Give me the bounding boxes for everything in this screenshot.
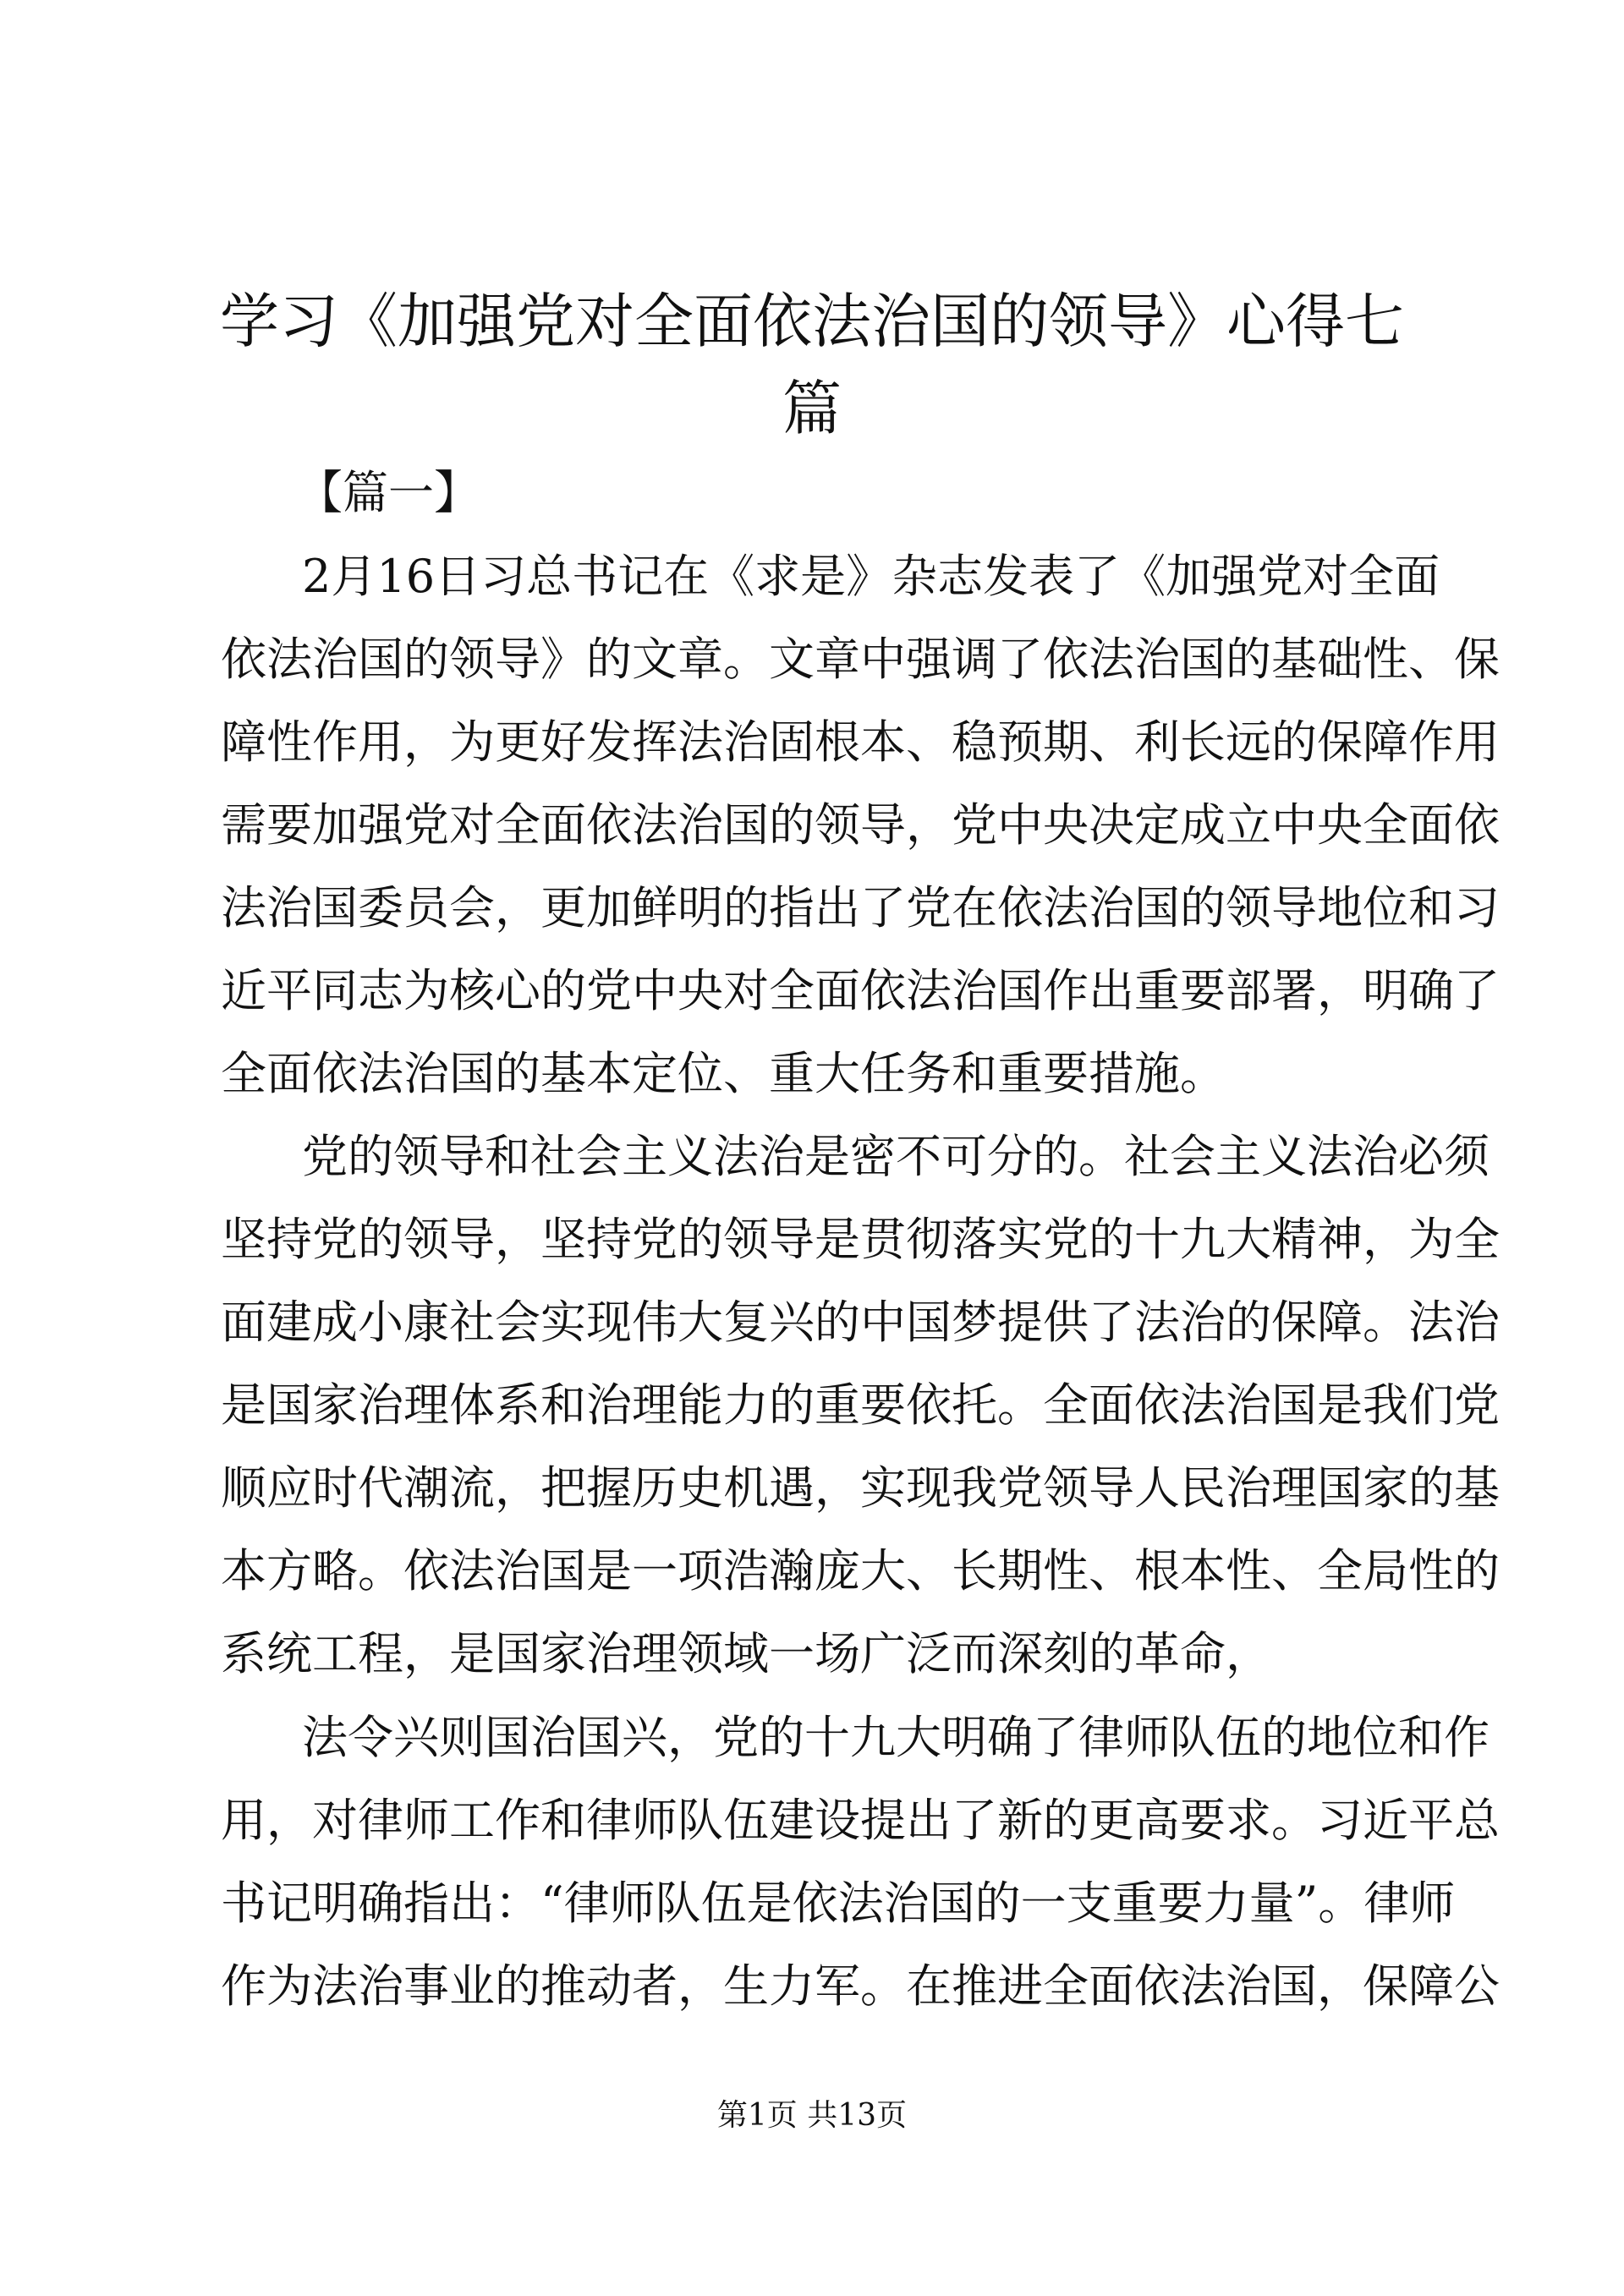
paragraph-2-line: 本方略。依法治国是一项浩瀚庞大、长期性、根本性、全局性的 [221,1544,1500,1597]
paragraph-1-line: 障性作用，为更好发挥法治固根本、稳预期、利长远的保障作用 [221,715,1500,769]
paragraph-1-line: 近平同志为核心的党中央对全面依法治国作出重要部署，明确了 [221,964,1500,1017]
paragraph-1-line: 依法治国的领导》的文章。文章中强调了依法治国的基础性、保 [221,633,1500,686]
paragraph-3-line: 作为法治事业的推动者，生力军。在推进全面依法治国，保障公 [221,1959,1500,2013]
paragraph-3-line: 用，对律师工作和律师队伍建设提出了新的更高要求。习近平总 [221,1794,1500,1847]
paragraph-1-line: 全面依法治国的基本定位、重大任务和重要措施。 [221,1047,1226,1100]
paragraph-1-line: 需要加强党对全面依法治国的领导，党中央决定成立中央全面依 [221,798,1500,852]
paragraph-2-line: 顺应时代潮流，把握历史机遇，实现我党领导人民治理国家的基 [221,1461,1500,1515]
paragraph-2-line: 面建成小康社会实现伟大复兴的中国梦提供了法治的保障。法治 [221,1296,1500,1349]
document-title-line-2: 篇 [782,374,842,443]
paragraph-2-line: 是国家治理体系和治理能力的重要依托。全面依法治国是我们党 [221,1378,1500,1432]
page-number-footer: 第1页 共13页 [716,2098,908,2133]
paragraph-2-line: 党的领导和社会主义法治是密不可分的。社会主义法治必须 [302,1130,1490,1183]
paragraph-3-line: 法令兴则国治国兴，党的十九大明确了律师队伍的地位和作 [302,1711,1490,1764]
document-title-line-1: 学习《加强党对全面依法治国的领导》心得七 [220,287,1404,356]
paragraph-1-line: 2月16日习总书记在《求是》杂志发表了《加强党对全面 [302,550,1440,603]
paragraph-1-line: 法治国委员会，更加鲜明的指出了党在依法治国的领导地位和习 [221,881,1500,934]
paragraph-3-line: 书记明确指出：“律师队伍是依法治国的一支重要力量”。律师 [221,1877,1456,1930]
paragraph-2-line: 系统工程，是国家治理领域一场广泛而深刻的革命， [221,1627,1271,1680]
paragraph-2-line: 坚持党的领导，坚持党的领导是贯彻落实党的十九大精神，为全 [221,1213,1500,1266]
section-heading: 【篇一】 [297,466,480,519]
